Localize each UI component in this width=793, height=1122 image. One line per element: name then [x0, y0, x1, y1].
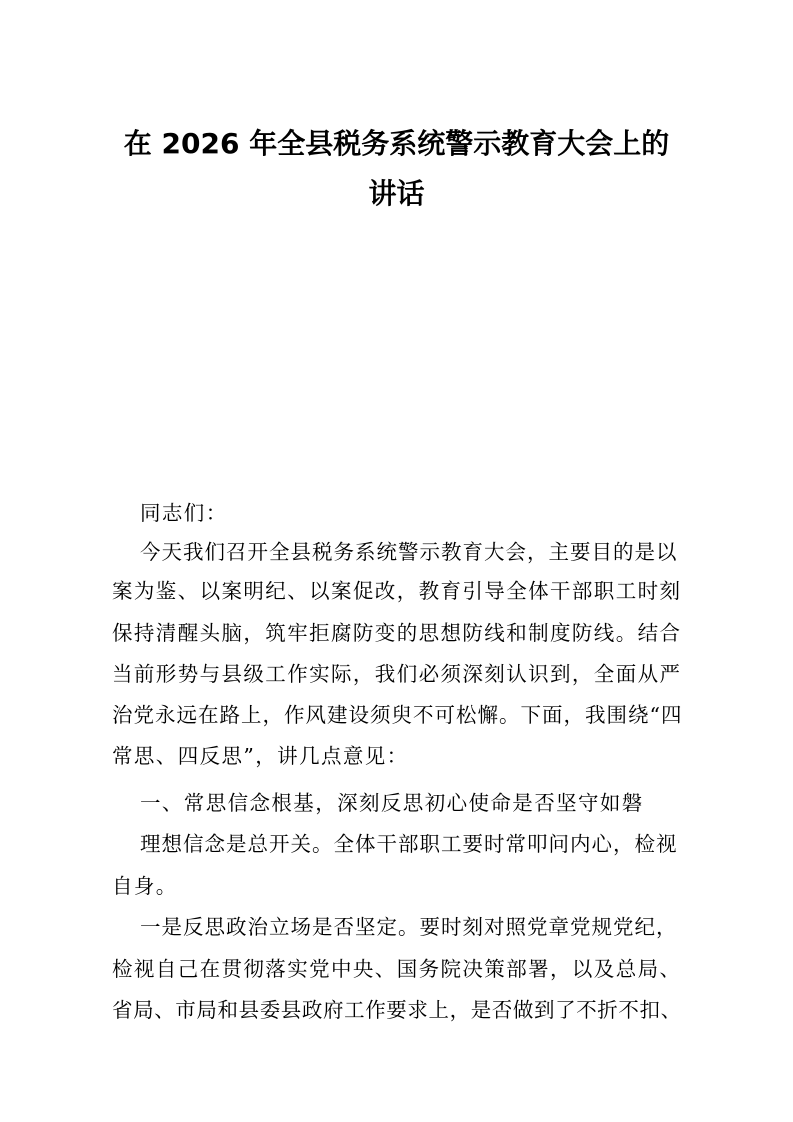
body-line: 检视自己在贯彻落实党中央、国务院决策部署，以及总局、	[112, 957, 682, 981]
body-line: 治党永远在路上，作风建设须臾不可松懈。下面，我围绕“四	[112, 703, 683, 727]
body-line: 一是反思政治立场是否坚定。要时刻对照党章党规党纪，	[140, 915, 678, 939]
body-line: 省局、市局和县委县政府工作要求上，是否做到了不折不扣、	[112, 998, 682, 1022]
body-line: 理想信念是总开关。全体干部职工要时常叩问内心，检视	[140, 832, 678, 856]
section-heading: 一、常思信念根基，深刻反思初心使命是否坚守如磐	[140, 791, 644, 815]
body-line: 常思、四反思”，讲几点意见：	[112, 744, 409, 768]
body-line: 自身。	[112, 874, 178, 898]
document-title-line-1: 在 2026 年全县税务系统警示教育大会上的	[123, 127, 670, 160]
body-line: 案为鉴、以案明纪、以案促改，教育引导全体干部职工时刻	[112, 579, 682, 603]
body-line: 当前形势与县级工作实际，我们必须深刻认识到，全面从严	[112, 662, 682, 686]
body-line: 今天我们召开全县税务系统警示教育大会，主要目的是以	[140, 540, 678, 564]
body-line: 同志们：	[140, 501, 228, 525]
body-line: 保持清醒头脑，筑牢拒腐防变的思想防线和制度防线。结合	[112, 621, 682, 645]
document-title-line-2: 讲话	[368, 177, 425, 210]
